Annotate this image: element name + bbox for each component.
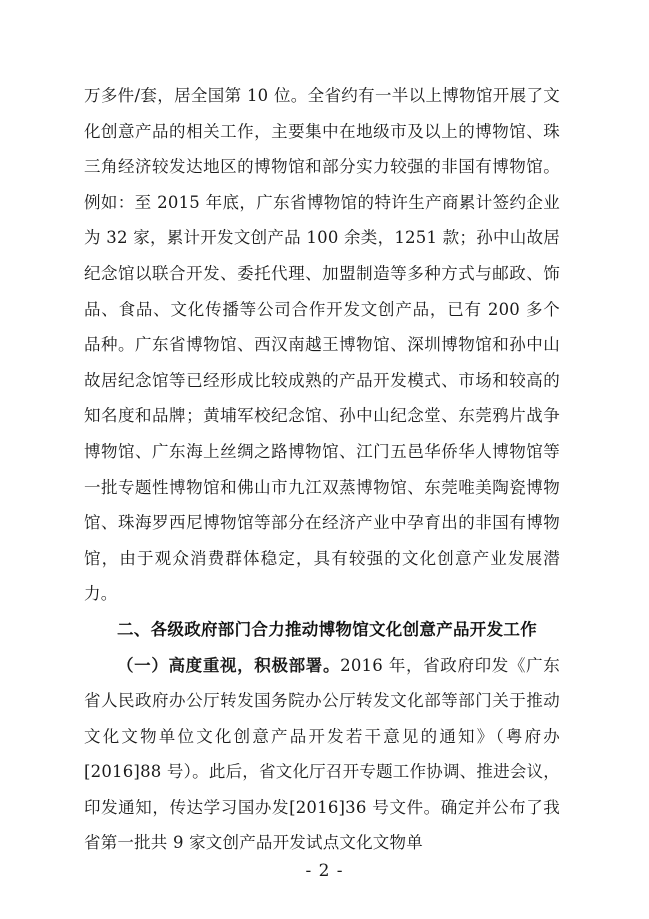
page-number: - 2 - bbox=[305, 861, 344, 881]
section-heading-2: 二、各级政府部门合力推动博物馆文化创意产品开发工作 bbox=[117, 619, 537, 639]
subsection-lead-label: （一）高度重视，积极部署。 bbox=[117, 655, 341, 675]
subsection-body-text: 2016 年，省政府印发《广东省人民政府办公厅转发国务院办公厅转发文化部等部门关于推动文化文物单位文化创意产品开发若干意见的通知》（粤府办[2016]88 号）。此后，省文化厅召开专题工作协调、推进会议，印发通知，传达学习国办发[2016]36 号文件。确定并公布了我省第一批共 9 家文创产品开发试点文化文物单 bbox=[84, 655, 560, 853]
body-paragraph-1: 万多件/套，居全国第 10 位。全省约有一半以上博物馆开展了文化创意产品的相关工作，主要集中在地级市及以上的博物馆、珠三角经济较发达地区的博物馆和部分实力较强的非国有博物馆。例如：至 2015 年底，广东省博物馆的特许生产商累计签约企业为 32 家，累计开发文创产品 100 余类，1251 款；孙中山故居纪念馆以联合开发、委托代理、加盟制造等多种方式与邮政、饰品、食品、文化传播等公司合作开发文创产品，已有 200 多个品种。广东省博物馆、西汉南越王博物馆、深圳博物馆和孙中山故居纪念馆等已经形成比较成熟的产品开发模式、市场和较高的知名度和品牌；黄埔军校纪念馆、孙中山纪念堂、东莞鸦片战争博物馆、广东海上丝绸之路博物馆、江门五邑华侨华人博物馆等一批专题性博物馆和佛山市九江双蒸博物馆、东莞唯美陶瓷博物馆、珠海罗西尼博物馆等部分在经济产业中孕育出的非国有博物馆，由于观众消费群体稳定，具有较强的文化创意产业发展潜力。 bbox=[84, 86, 560, 604]
page-content bbox=[84, 78, 560, 861]
body-paragraph-2 bbox=[84, 648, 560, 862]
